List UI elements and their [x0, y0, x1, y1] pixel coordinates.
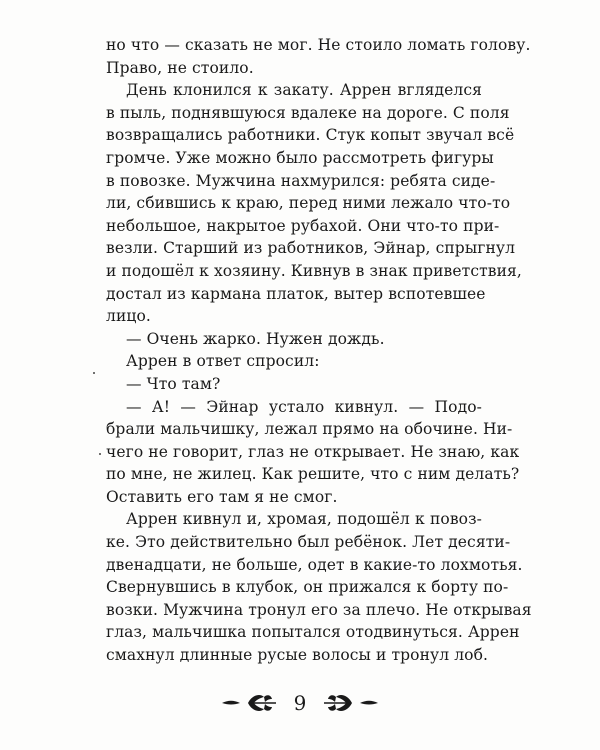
- scan-speck: [99, 453, 101, 455]
- page-footer: [0, 688, 600, 718]
- text-line: возки. Мужчина тронул его за плечо. Не открывая: [106, 600, 532, 619]
- text-line: и подошёл к хозяину. Кивнув в знак приветствия,: [106, 261, 522, 280]
- text-line: брали мальчишку, лежал прямо на обочине. Ни-: [106, 420, 513, 439]
- paragraph: [106, 79, 522, 328]
- text-line: достал из кармана платок, вытер вспотевшее: [106, 284, 486, 303]
- text-line: — Очень жарко. Нужен дождь.: [126, 329, 385, 348]
- text-line: в пыль, поднявшуюся вдалеке на дороге. С поля: [106, 103, 510, 122]
- text-line: глаз, мальчишка попытался отодвинуться. Аррен: [106, 623, 520, 642]
- text-line: громче. Уже можно было рассмотреть фигуры: [106, 148, 494, 167]
- text-line: Свернувшись в клубок, он прижался к борту по-: [106, 578, 509, 597]
- page-number: 9: [293, 691, 307, 715]
- paragraph: [106, 373, 482, 396]
- text-line: небольшое, накрытое рубахой. Они что-то при-: [106, 216, 500, 235]
- text-line: по мне, не жилец. Как решите, что с ним делать?: [106, 465, 520, 484]
- text-line: лицо.: [106, 307, 151, 326]
- text-line: но что — сказать не мог. Не стоило ломать голову.: [106, 36, 531, 54]
- text-line: Право, не стоило.: [106, 58, 254, 77]
- text-line: День клонился к закату. Аррен вгляделся: [126, 81, 482, 100]
- text-line: Аррен кивнул и, хромая, подошёл к повоз-: [126, 510, 482, 529]
- text-line: ли, сбившись к краю, перед ними лежало что-то: [106, 194, 511, 213]
- text-line: Оставить его там я не смог.: [106, 487, 338, 506]
- text-line: возвращались работники. Стук копыт звучал всё: [106, 126, 515, 145]
- paragraph: [106, 34, 531, 79]
- body-text: [106, 34, 532, 667]
- paragraph: [106, 508, 532, 666]
- text-line: — Что там?: [126, 374, 221, 393]
- text-line: чего не говорит, глаз не открывает. Не знаю, как: [106, 442, 520, 461]
- text-line: — А! — Эйнар устало кивнул. — Подо-: [126, 397, 482, 416]
- text-line: везли. Старший из работников, Эйнар, спрыгнул: [106, 239, 516, 258]
- text-line: Аррен в ответ спросил:: [126, 352, 320, 371]
- paragraph: [106, 396, 520, 509]
- scan-speck: [93, 372, 95, 374]
- text-line: двенадцати, не больше, одет в какие-то лохмотья.: [106, 555, 523, 574]
- text-line: ке. Это действительно был ребёнок. Лет десяти-: [106, 533, 511, 552]
- text-line: смахнул длинные русые волосы и тронул лоб.: [106, 646, 489, 665]
- text-line: в повозке. Мужчина нахмурился: ребята сиде-: [106, 171, 496, 190]
- paragraph: [106, 350, 482, 373]
- paragraph: [106, 328, 482, 351]
